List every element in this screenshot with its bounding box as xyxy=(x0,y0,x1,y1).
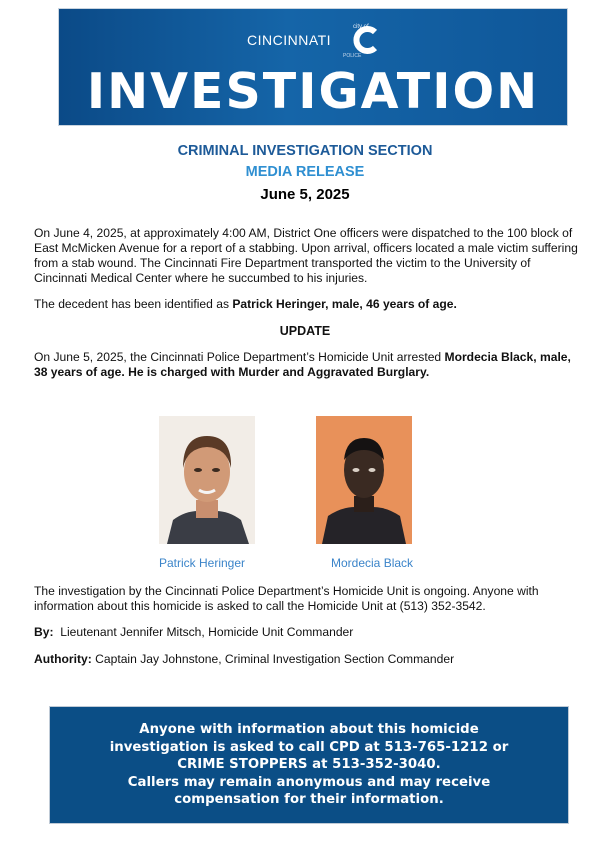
media-release-heading: MEDIA RELEASE xyxy=(245,164,365,180)
header-banner xyxy=(58,8,568,126)
arrest-paragraph xyxy=(34,350,586,380)
tip-line-banner xyxy=(49,706,569,824)
by-line xyxy=(34,625,353,639)
decedent-text: The decedent has been identified as xyxy=(34,297,233,311)
authority-line xyxy=(34,652,454,666)
section-heading: CRIMINAL INVESTIGATION SECTION xyxy=(177,143,433,159)
authority-label: Authority: xyxy=(34,652,92,666)
tip-line-5: compensation for their information. xyxy=(174,792,444,808)
authority-value: Captain Jay Johnstone, Criminal Investigation Section Commander xyxy=(95,652,455,666)
release-date: June 5, 2025 xyxy=(260,186,350,203)
tip-line-4: Callers may remain anonymous and may receive xyxy=(127,774,491,790)
cincinnati-police-logo xyxy=(237,23,397,63)
by-value: Lieutenant Jennifer Mitsch, Homicide Unit Commander xyxy=(60,625,354,639)
tip-line-1: Anyone with information about this homicide xyxy=(139,722,479,738)
arrest-text: On June 5, 2025, the Cincinnati Police Department’s Homicide Unit arrested xyxy=(34,350,445,364)
incident-paragraph: On June 4, 2025, at approximately 4:00 AM, District One officers were dispatched to the 100 block of East McMicken Avenue for a report of a stabbing. Upon arrival, officers located a male victim suffering from a stab wound. The Cincinnati Fire Department transported the victim to the University of Cincinnati Medical Center where he succumbed to his injuries. xyxy=(34,226,578,285)
tip-line-3: CRIME STOPPERS at 513-352-3040. xyxy=(177,757,441,773)
logo-c-icon xyxy=(351,25,381,55)
tip-line-text xyxy=(59,721,559,809)
decedent-paragraph xyxy=(34,297,586,312)
by-label: By: xyxy=(34,625,54,639)
victim-photo xyxy=(159,416,255,544)
decedent-identity: Patrick Heringer, male, 46 years of age. xyxy=(232,297,457,311)
suspect-photo xyxy=(316,416,412,544)
ongoing-investigation-paragraph: The investigation by the Cincinnati Police Department’s Homicide Unit is ongoing. Anyone with information about this homicide is asked to call the Homicide Unit at (513) 352-3542. xyxy=(34,584,539,613)
arrest-details: Mordecia Black, male, 38 years of age. He is charged with Murder and Aggravated Burglary. xyxy=(34,350,571,379)
logo-city-of-text: city of xyxy=(353,24,369,30)
tip-line-2: investigation is asked to call CPD at 513-765-1212 or xyxy=(109,739,509,755)
victim-caption: Patrick Heringer xyxy=(159,556,246,570)
update-heading: UPDATE xyxy=(279,324,331,338)
logo-city-name: CINCINNATI xyxy=(247,32,332,48)
banner-title: INVESTIGATION xyxy=(86,63,540,120)
logo-police-text: POLICE xyxy=(343,53,362,59)
suspect-caption: Mordecia Black xyxy=(331,556,414,570)
